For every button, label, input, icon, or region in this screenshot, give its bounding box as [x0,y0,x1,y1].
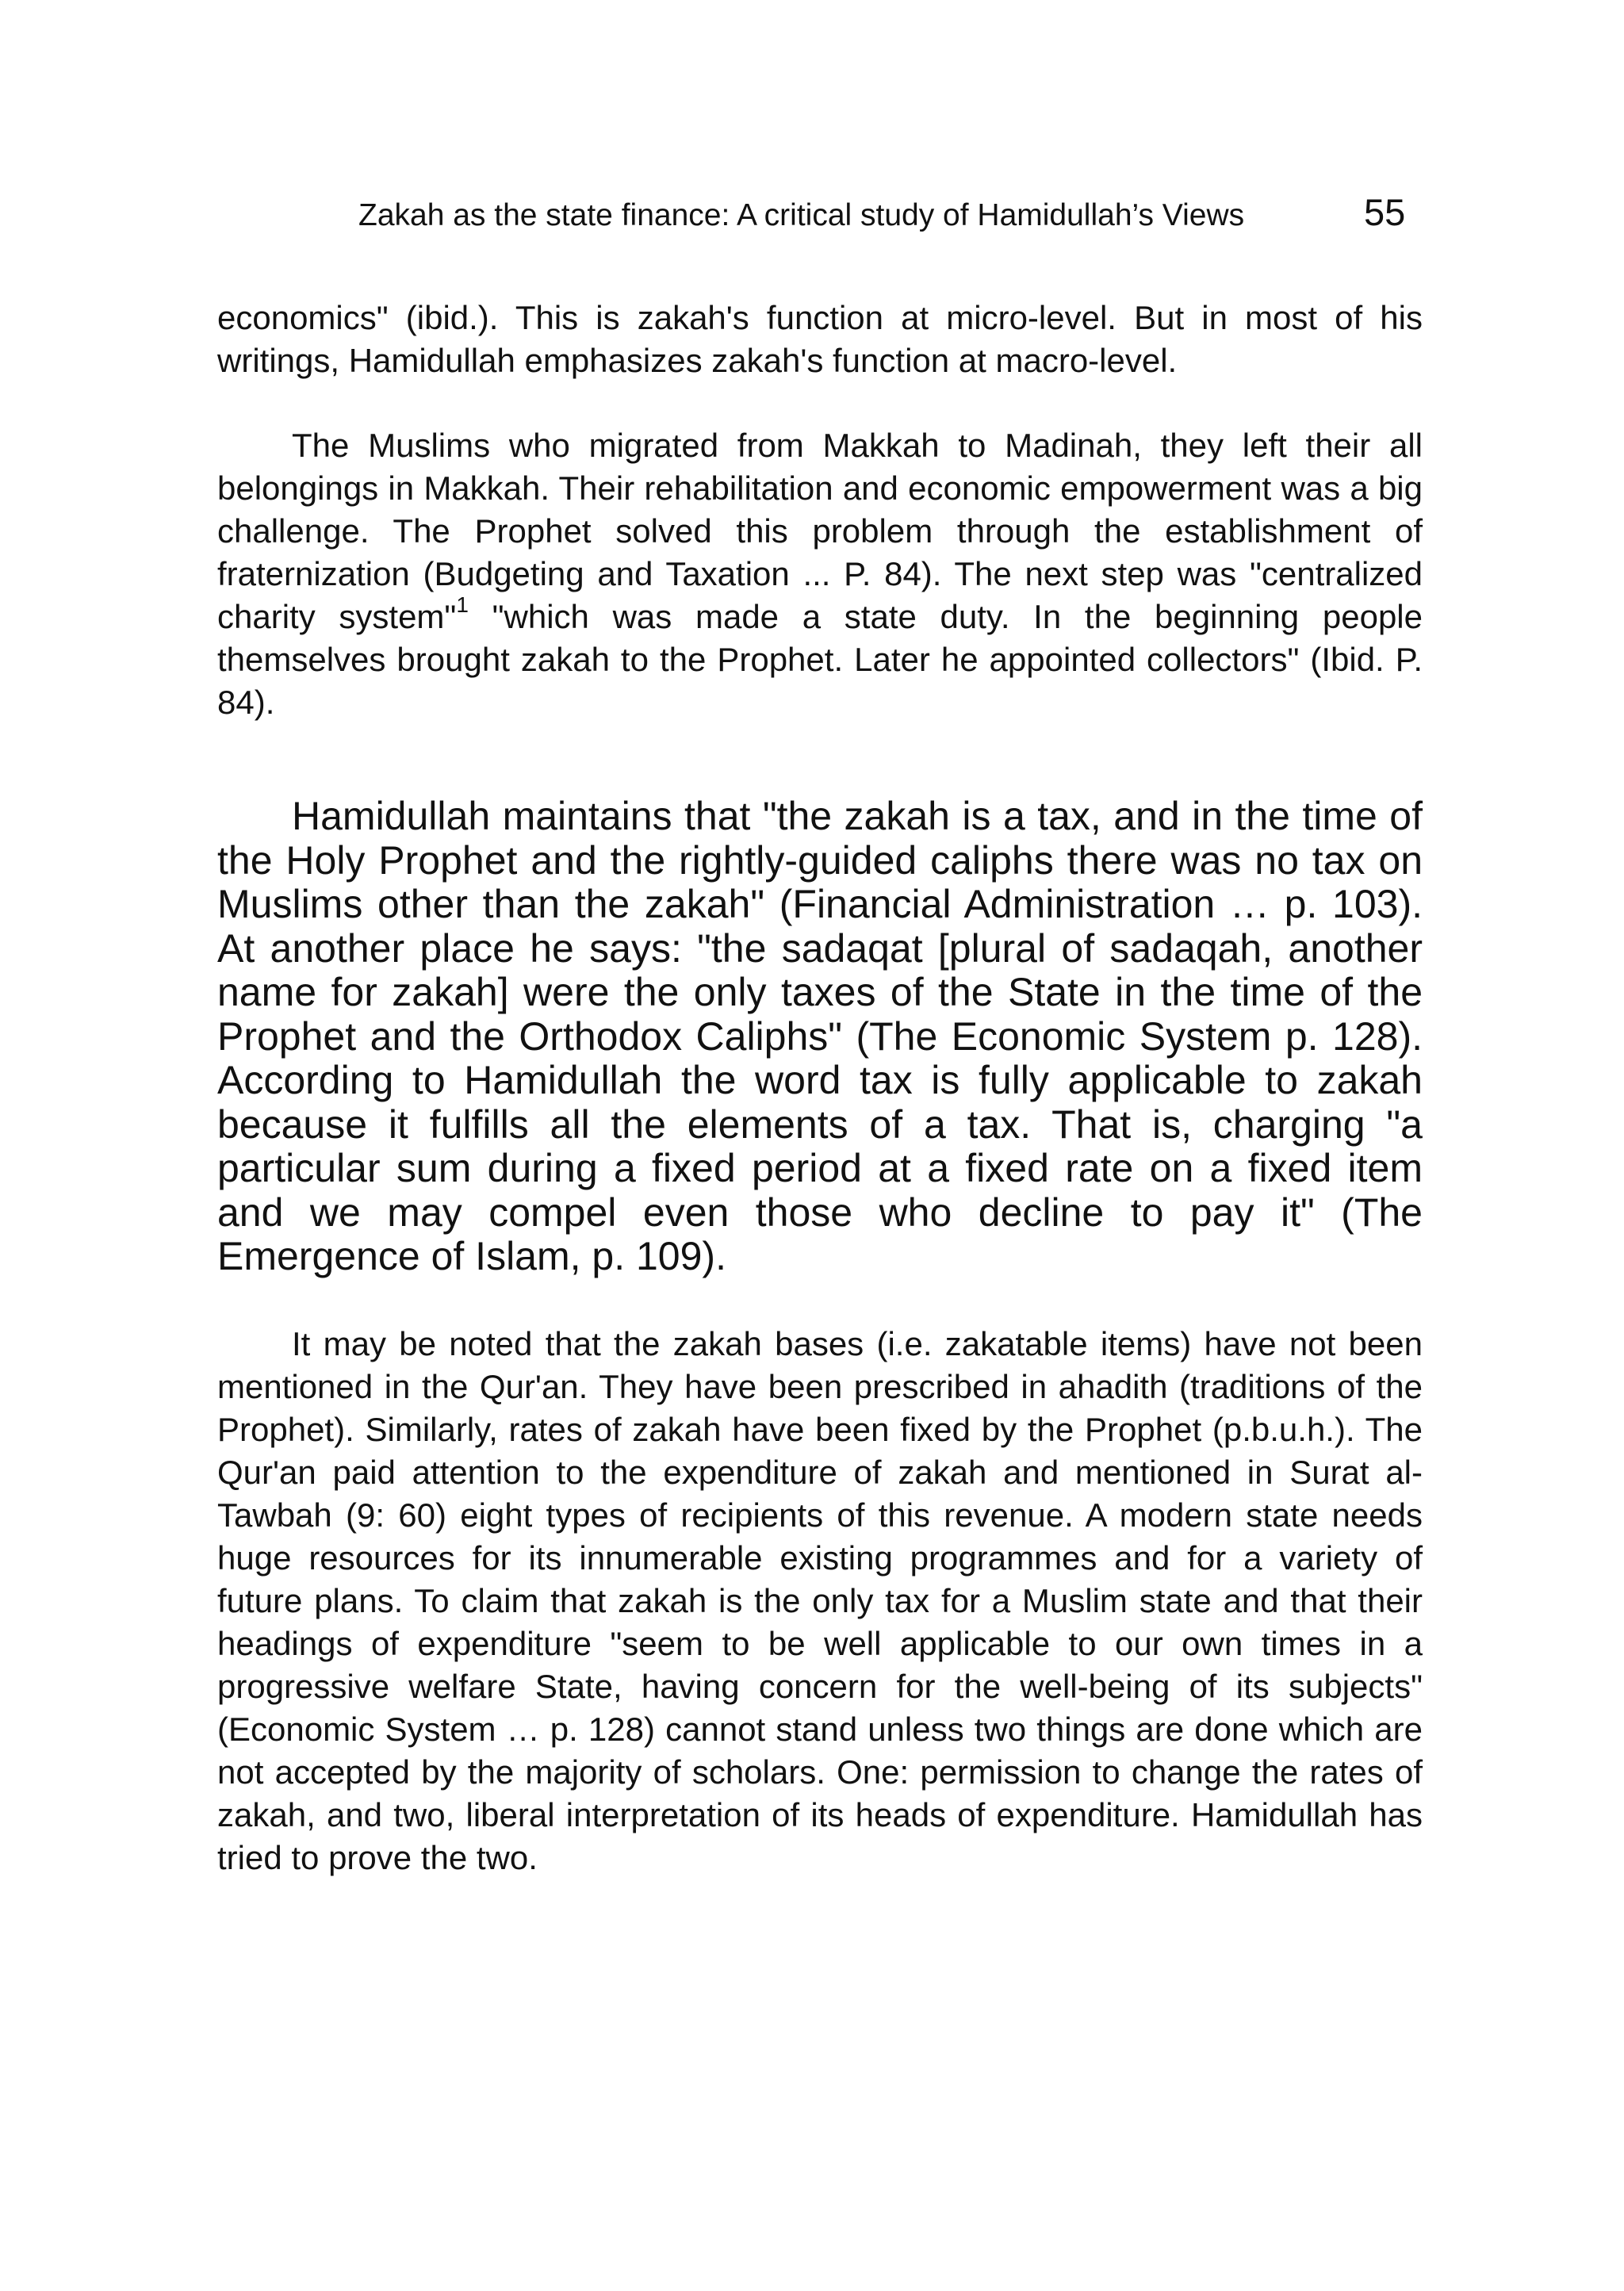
page-number: 55 [1364,191,1406,233]
footnote-marker[interactable]: 1 [456,592,469,617]
paragraph-continuation: economics" (ibid.). This is zakah's function at micro-level. But in most of his writings, Hamidullah emphasizes zakah's function at macro-level. [217,299,1423,379]
paragraph-zakah-as-tax: Hamidullah maintains that "the zakah is a tax, and in the time of the Holy Prophet and the rightly-guided caliphs there was no tax on Muslims other than the zakah" (Financial Administration … p. 103). At another place he says: "the sadaqat [plural of sadaqah, another name for zakah] were the only taxes of the State in the time of the Prophet and the Orthodox Caliphs" (The Economic System p. 128). According to Hamidullah the word tax is fully applicable to zakah because it fulfills all the elements of a tax. That is, charging "a particular sum during a fixed period at a fixed rate on a fixed item and we may compel even those who decline to pay it" (The Emergence of Islam, p. 109). [217,794,1423,1278]
paragraph-migration [217,424,1423,724]
paragraph-migration-text-2: "which was made a state duty. In the beginning people themselves brought zakah to the Prophet. Later he appointed collectors" (Ibid. P. 84). [217,598,1423,721]
paragraph-zakah-bases: It may be noted that the zakah bases (i.e. zakatable items) have not been mentioned in the Qur'an. They have been prescribed in ahadith (traditions of the Prophet). Similarly, rates of zakah have been fixed by the Prophet (p.b.u.h.). The Qur'an paid attention to the expenditure of zakah and mentioned in Surat al-Tawbah (9: 60) eight types of recipients of this revenue. A modern state needs huge resources for its innumerable existing programmes and for a variety of future plans. To claim that zakah is the only tax for a Muslim state and that their headings of expenditure "seem to be well applicable to our own times in a progressive welfare State, having concern for the well-being of its subjects" (Economic System … p. 128) cannot stand unless two things are done which are not accepted by the majority of scholars. One: permission to change the rates of zakah, and two, liberal interpretation of its heads of expenditure. Hamidullah has tried to prove the two. [217,1325,1423,1876]
paragraph-migration-text-1: The Muslims who migrated from Makkah to Madinah, they left their all belongings in Makkah. Their rehabilitation and economic empowerment was a big challenge. The Prophet solved this problem through the establishment of fraternization (Budgeting and Taxation ... P. 84). The next step was "centralized charity system" [217,427,1423,635]
running-header-title: Zakah as the state finance: A critical study of Hamidullah’s Views [358,198,1245,232]
